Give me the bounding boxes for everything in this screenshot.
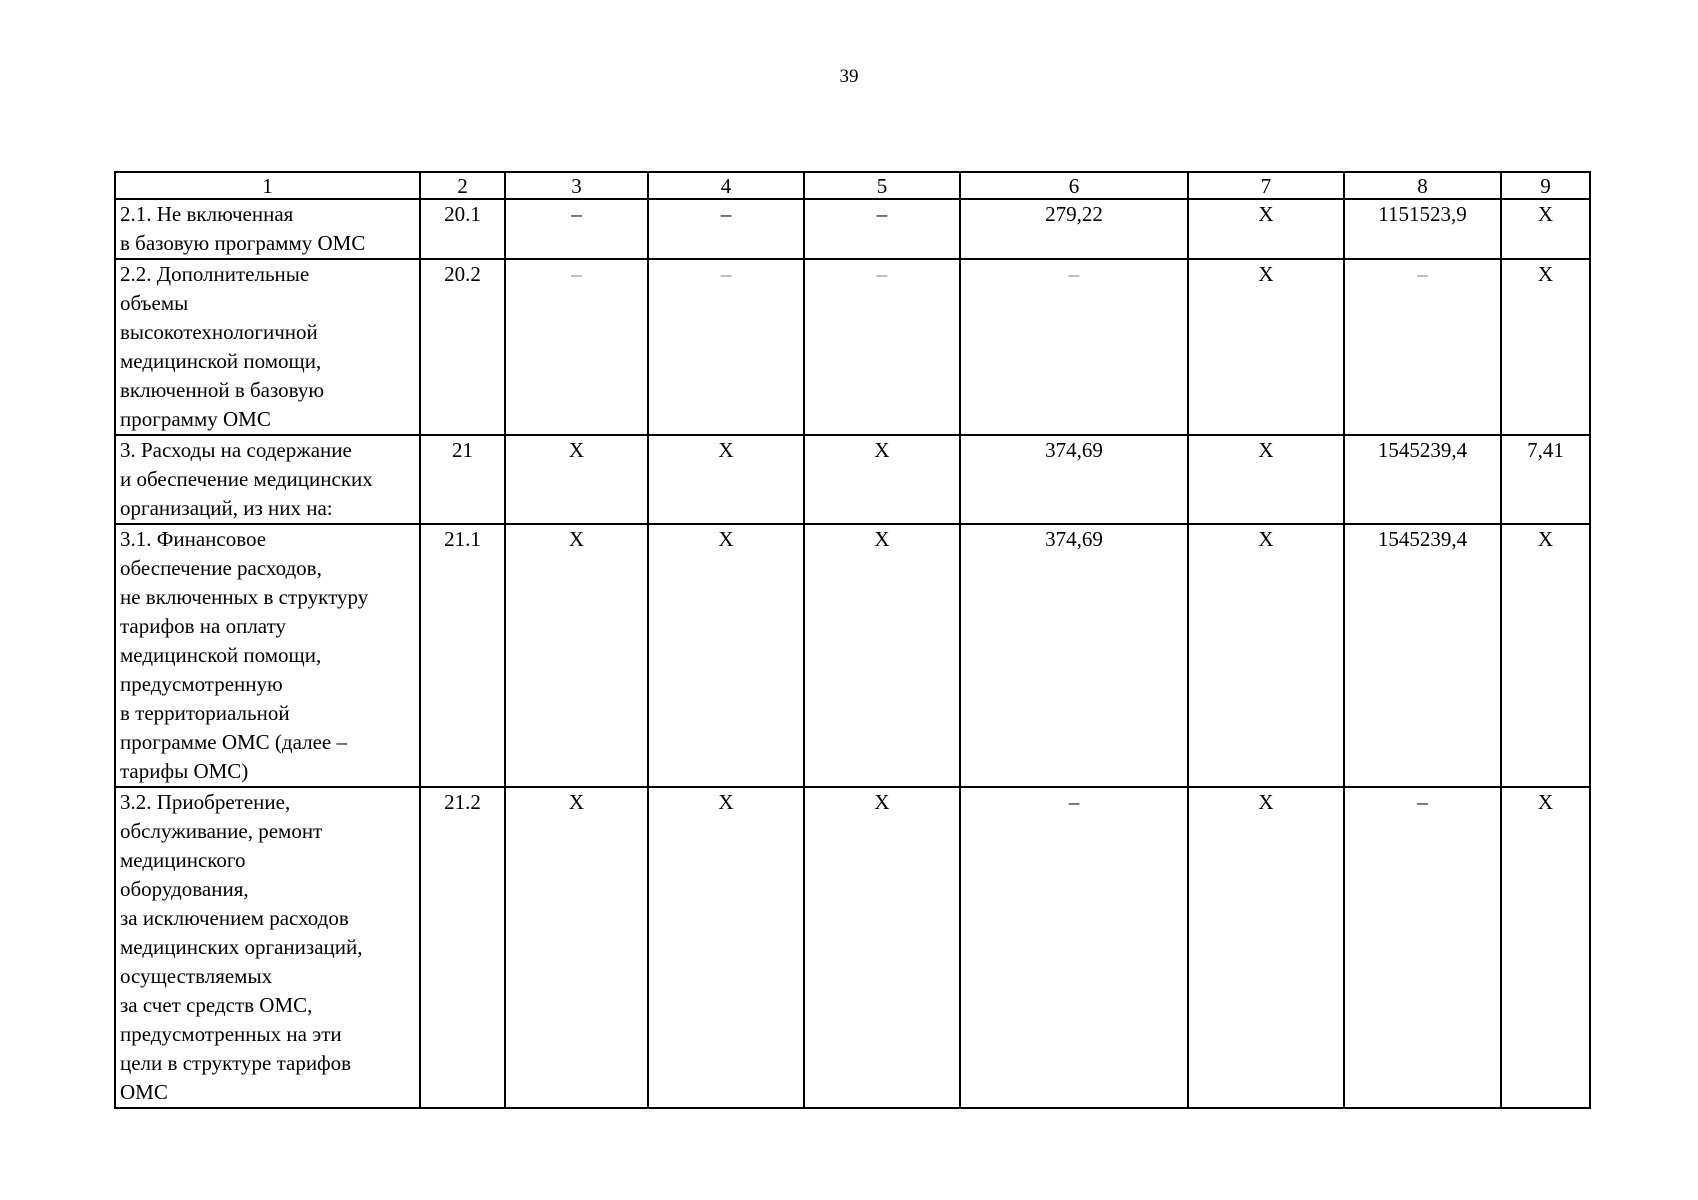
column-header: 8: [1344, 172, 1501, 199]
table-cell: Х: [804, 787, 960, 1108]
row-label-line: цели в структуре тарифов: [120, 1051, 352, 1075]
column-header: 7: [1188, 172, 1344, 199]
table-cell: Х: [505, 524, 648, 787]
row-label: [115, 199, 420, 259]
table-cell: Х: [804, 435, 960, 524]
table-cell: –: [505, 259, 648, 435]
table-cell: –: [960, 259, 1188, 435]
row-code-cell: 20.1: [420, 199, 505, 259]
table-cell: –: [648, 259, 804, 435]
table-cell: –: [960, 787, 1188, 1108]
table-row: [115, 199, 1590, 259]
table-cell: –: [1344, 787, 1501, 1108]
row-label: [115, 787, 420, 1108]
page-number: 39: [839, 66, 859, 87]
column-header: 4: [648, 172, 804, 199]
table-cell: 374,69: [960, 435, 1188, 524]
table-cell: Х: [1188, 435, 1344, 524]
column-header: 2: [420, 172, 505, 199]
table-cell: 1545239,4: [1344, 524, 1501, 787]
table-row: [115, 787, 1590, 1108]
row-label-line: за счет средств ОМС,: [120, 993, 313, 1017]
column-header: 6: [960, 172, 1188, 199]
row-label-line: медицинской помощи,: [120, 349, 322, 373]
row-label-line: 3. Расходы на содержание: [120, 438, 352, 462]
row-label-line: медицинского: [120, 848, 246, 872]
row-label-line: медицинской помощи,: [120, 643, 322, 667]
table-cell: Х: [648, 435, 804, 524]
row-label-line: 3.2. Приобретение,: [120, 790, 291, 814]
header-row: [115, 172, 1590, 199]
table-cell: 279,22: [960, 199, 1188, 259]
column-header: 1: [115, 172, 420, 199]
row-label-line: тарифов на оплату: [120, 614, 286, 638]
row-code-cell: 21.2: [420, 787, 505, 1108]
row-label-line: 3.1. Финансовое: [120, 527, 267, 551]
table-cell: Х: [648, 524, 804, 787]
table-cell: 1545239,4: [1344, 435, 1501, 524]
row-label-line: не включенных в структуру: [120, 585, 369, 609]
row-label-line: 2.2. Дополнительные: [120, 262, 310, 286]
row-label-line: тарифы ОМС): [120, 759, 249, 783]
row-label-line: высокотехнологичной: [120, 320, 318, 344]
column-header: 5: [804, 172, 960, 199]
row-label-line: оборудования,: [120, 877, 249, 901]
row-label-line: организаций, из них на:: [120, 496, 333, 520]
table-cell: Х: [1188, 199, 1344, 259]
table-cell: Х: [1188, 524, 1344, 787]
row-label-line: обеспечение расходов,: [120, 556, 322, 580]
row-label-line: в базовую программу ОМС: [120, 231, 366, 255]
table-cell: Х: [1501, 199, 1590, 259]
table-cell: 374,69: [960, 524, 1188, 787]
row-label-line: обслуживание, ремонт: [120, 819, 323, 843]
table-cell: –: [648, 199, 804, 259]
row-label-line: 2.1. Не включенная: [120, 202, 294, 226]
table-cell: 7,41: [1501, 435, 1590, 524]
table-cell: Х: [1501, 259, 1590, 435]
row-label-line: предусмотренных на эти: [120, 1022, 342, 1046]
table-row: [115, 524, 1590, 787]
row-label: [115, 524, 420, 787]
table-row: [115, 259, 1590, 435]
row-label-line: медицинских организаций,: [120, 935, 363, 959]
data-table: [114, 171, 1591, 1109]
row-code-cell: 21: [420, 435, 505, 524]
column-header: 3: [505, 172, 648, 199]
row-label-line: объемы: [120, 291, 189, 315]
row-label-line: предусмотренную: [120, 672, 283, 696]
table-cell: Х: [1501, 787, 1590, 1108]
row-label-line: программе ОМС (далее –: [120, 730, 347, 754]
row-label-line: в территориальной: [120, 701, 290, 725]
row-label-line: ОМС: [120, 1080, 168, 1104]
row-label-line: и обеспечение медицинских: [120, 467, 373, 491]
table-cell: Х: [1188, 787, 1344, 1108]
row-label-line: осуществляемых: [120, 964, 273, 988]
row-label-line: программу ОМС: [120, 407, 271, 431]
table-cell: –: [505, 199, 648, 259]
row-code-cell: 20.2: [420, 259, 505, 435]
table-cell: Х: [1188, 259, 1344, 435]
table-cell: –: [1344, 259, 1501, 435]
table-cell: Х: [648, 787, 804, 1108]
table-cell: Х: [505, 435, 648, 524]
column-header: 9: [1501, 172, 1590, 199]
table-cell: Х: [505, 787, 648, 1108]
table-cell: 1151523,9: [1344, 199, 1501, 259]
table-cell: –: [804, 199, 960, 259]
table-cell: –: [804, 259, 960, 435]
row-label: [115, 259, 420, 435]
row-label-line: включенной в базовую: [120, 378, 325, 402]
table-cell: Х: [804, 524, 960, 787]
table-cell: Х: [1501, 524, 1590, 787]
table-row: [115, 435, 1590, 524]
row-code-cell: 21.1: [420, 524, 505, 787]
row-label-line: за исключением расходов: [120, 906, 349, 930]
row-label: [115, 435, 420, 524]
